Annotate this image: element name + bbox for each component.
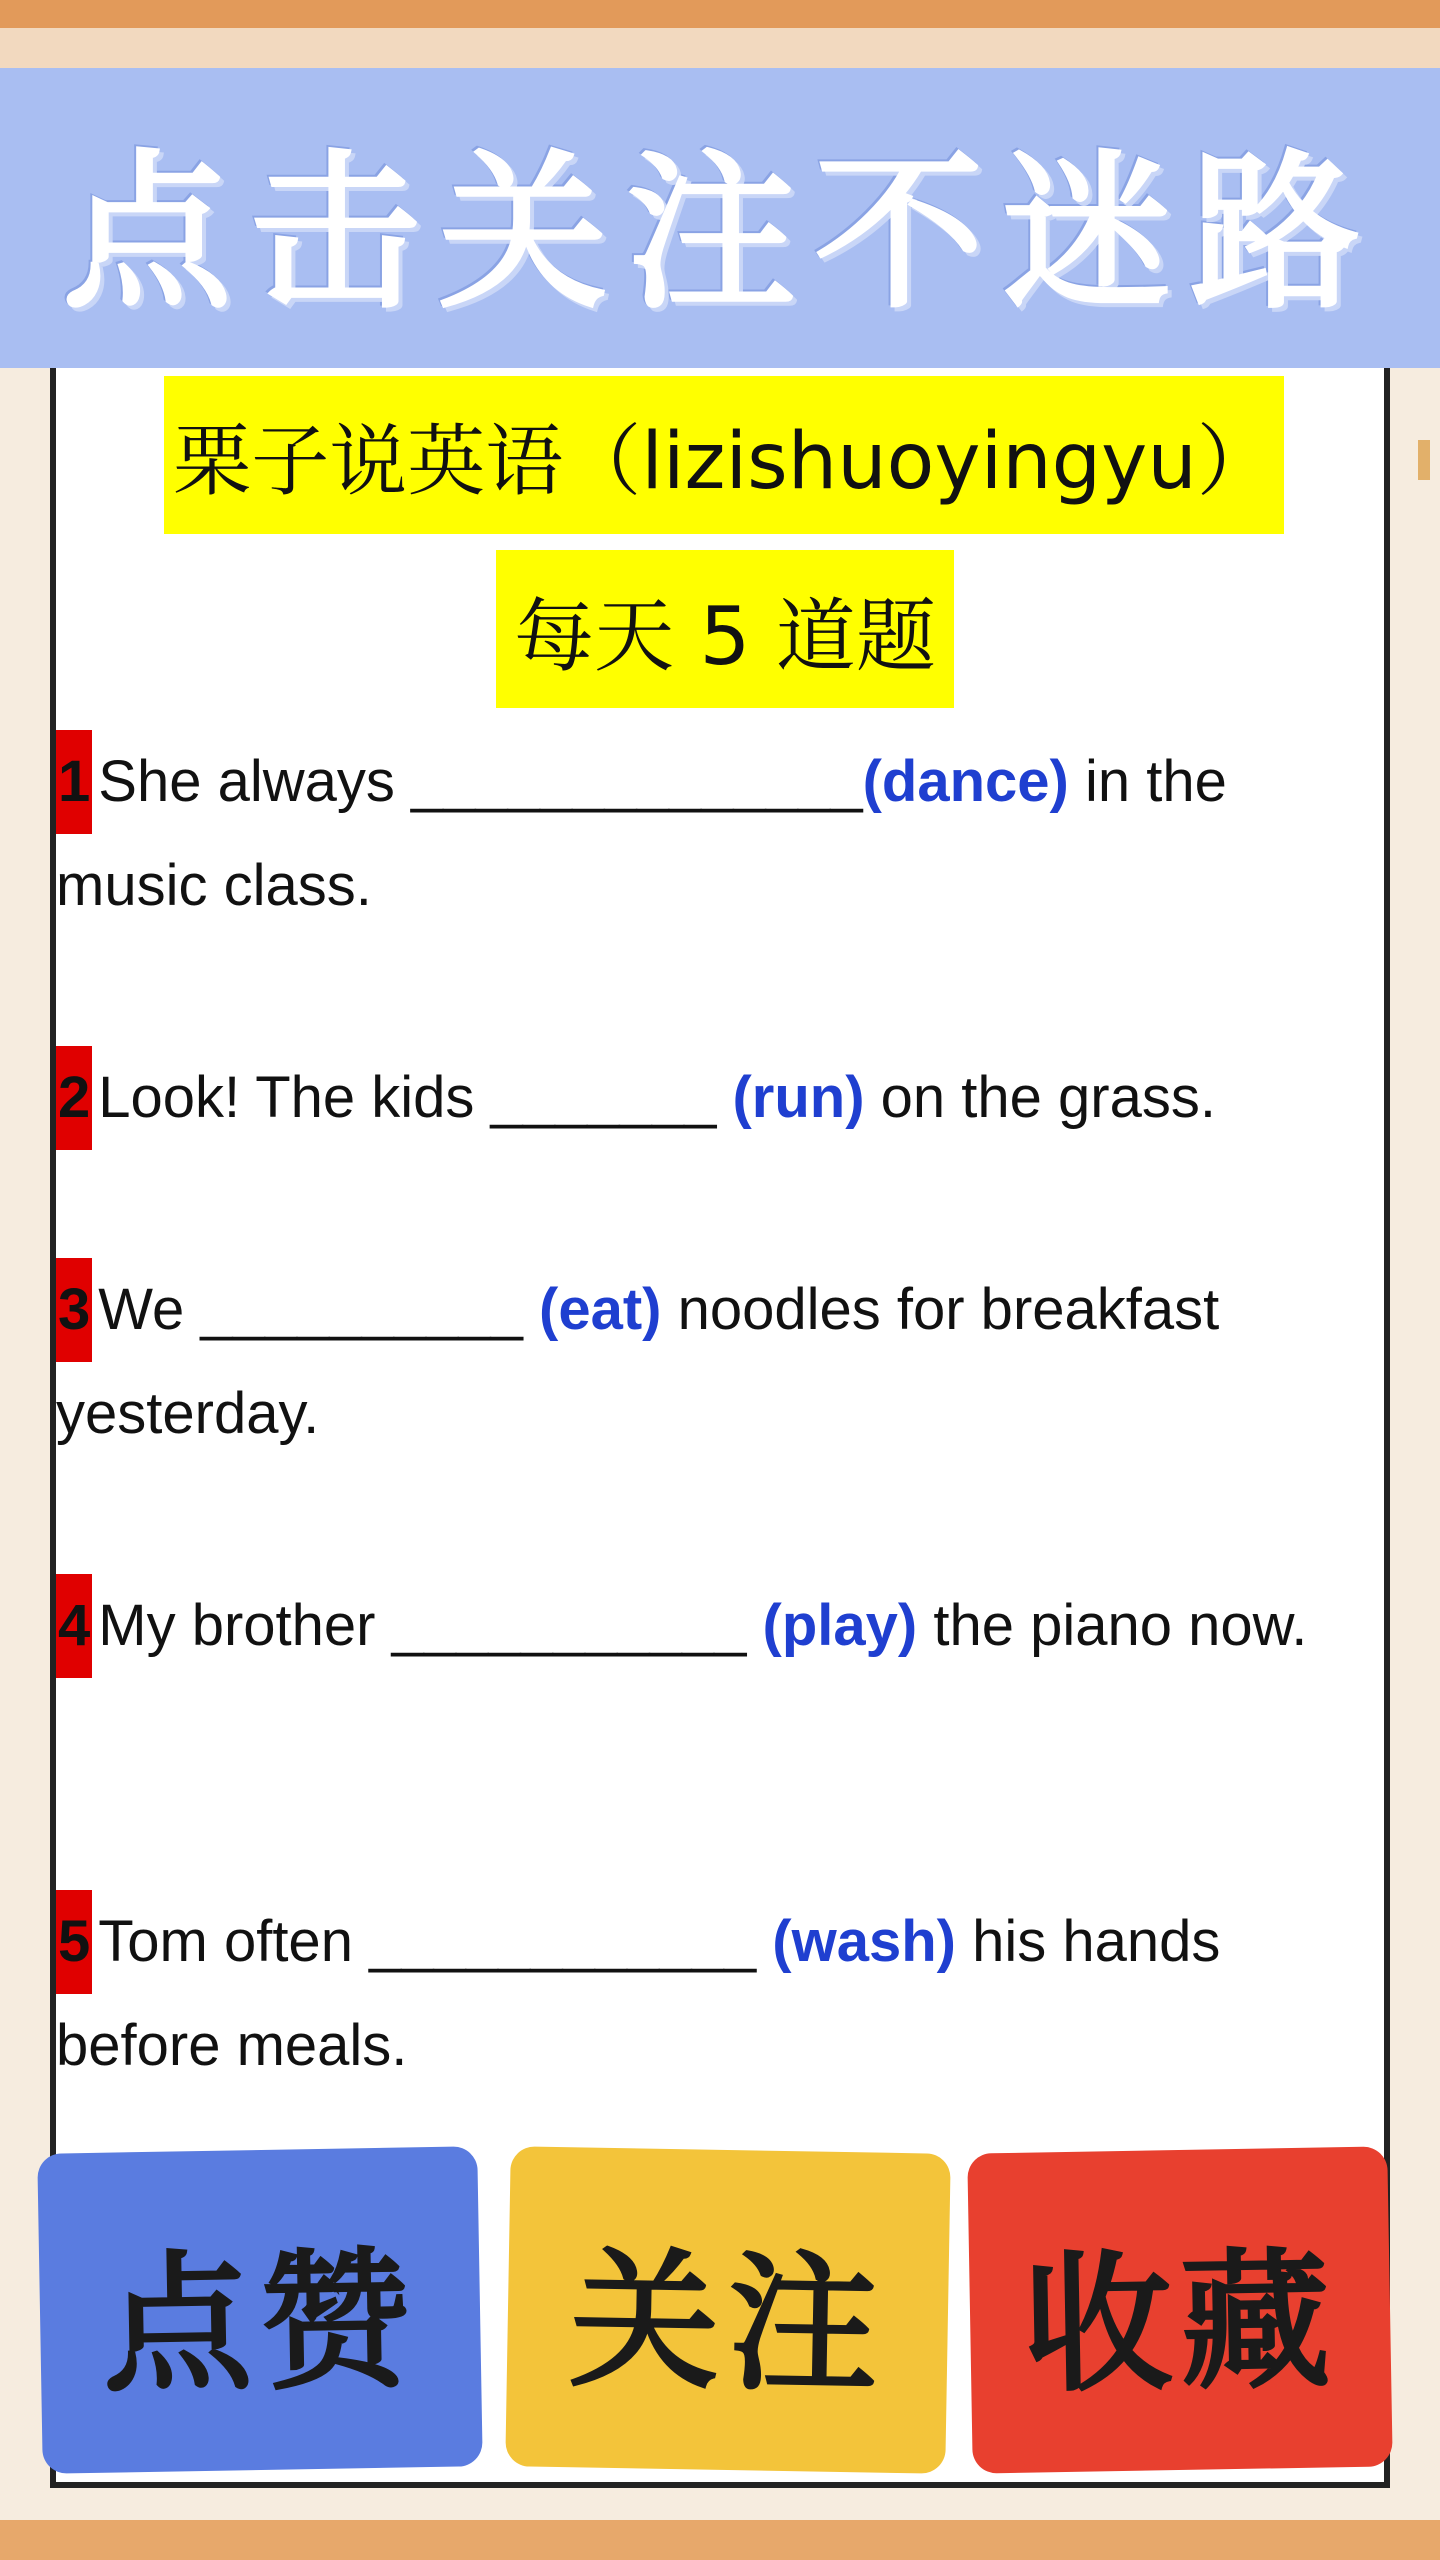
question-number: 4 (56, 1574, 92, 1678)
question-verb-hint: (eat) (539, 1277, 662, 1342)
action-stickers (40, 2150, 1400, 2480)
follow-banner (0, 68, 1440, 368)
question-number: 5 (56, 1890, 92, 1994)
follow-button[interactable]: 关注 (505, 2146, 951, 2474)
question-text-before: Tom often ____________ (98, 1909, 773, 1974)
question-verb-hint: (run) (732, 1065, 865, 1130)
bottom-border-stripe (0, 2520, 1440, 2560)
question-5 (56, 1890, 1384, 2098)
page-title: 栗子说英语（lizishuoyingyu） (164, 376, 1284, 534)
question-text-after: noodles for breakfast yesterday. (56, 1277, 1220, 1446)
question-2 (56, 1046, 1384, 1150)
question-3 (56, 1258, 1384, 1466)
question-verb-hint: (play) (762, 1593, 918, 1658)
question-text-before: Look! The kids _______ (98, 1065, 733, 1130)
question-text-after: the piano now. (917, 1593, 1308, 1658)
side-decoration (1418, 440, 1430, 480)
question-text-after: in the music class. (56, 749, 1227, 918)
top-border-stripe (0, 0, 1440, 28)
question-number: 3 (56, 1258, 92, 1362)
top-border-light (0, 28, 1440, 68)
banner-text: 点击关注不迷路 (61, 132, 1378, 333)
question-verb-hint: (dance) (862, 749, 1069, 814)
question-text-before: My brother ___________ (98, 1593, 763, 1658)
page-subtitle: 每天 5 道题 (496, 550, 954, 708)
question-text-before: She always ______________ (98, 749, 863, 814)
question-text-after: his hands before meals. (56, 1909, 1221, 2078)
question-1 (56, 730, 1384, 938)
like-button[interactable]: 点赞 (37, 2146, 483, 2474)
question-4 (56, 1574, 1384, 1678)
question-text-after: on the grass. (864, 1065, 1216, 1130)
question-text-before: We __________ (98, 1277, 540, 1342)
question-number: 1 (56, 730, 92, 834)
save-button[interactable]: 收藏 (967, 2146, 1393, 2473)
question-number: 2 (56, 1046, 92, 1150)
question-verb-hint: (wash) (772, 1909, 956, 1974)
